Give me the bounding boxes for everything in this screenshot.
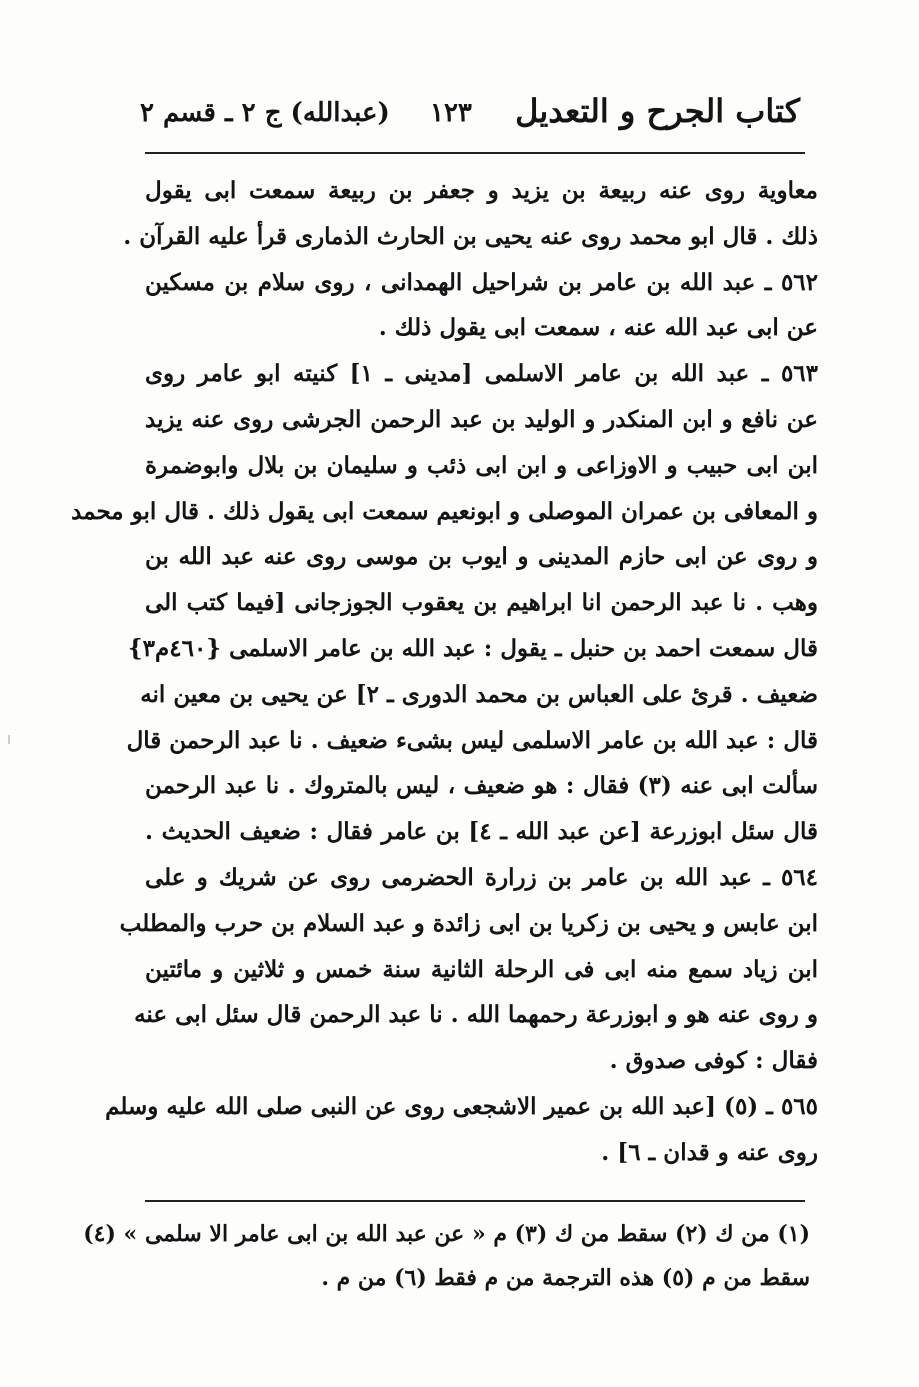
text-line: سألت ابى عنه (٣) فقال : هو ضعيف ، ليس بالمتروك . نا عبد الرحمن — [145, 772, 818, 800]
text-line: قال سمعت احمد بن حنبل ـ يقول : عبد الله بن عامر الاسلمى {٤٦٠م٣} — [127, 634, 818, 662]
footnote-rule — [145, 1200, 805, 1202]
header-rule — [145, 152, 805, 154]
scan-speck — [8, 735, 10, 744]
book-title: كتاب الجرح و التعديل — [515, 92, 800, 130]
text-line: ابن عابس و يحيى بن زكريا بن ابى زائدة و عبد السلام بن حرب والمطلب — [119, 909, 818, 937]
text-line: و روى عن ابى حازم المدينى و ايوب بن موسى روى عنه عبد الله بن — [145, 543, 818, 571]
section-label: (عبدالله) ج ٢ ـ قسم ٢ — [140, 98, 390, 128]
text-line: و المعافى بن عمران الموصلى و ابونعيم سمعت ابى يقول ذلك . قال ابو محمد — [71, 497, 818, 525]
footnote-line: سقط من م (٥) هذه الترجمة من م فقط (٦) من م . — [321, 1265, 810, 1291]
text-line: قال : عبد الله بن عامر الاسلمى ليس بشىء ضعيف . نا عبد الرحمن قال — [126, 726, 818, 754]
main-text — [71, 168, 818, 1176]
footnotes — [83, 1212, 810, 1300]
running-header — [140, 92, 800, 152]
text-line: فقال : كوفى صدوق . — [609, 1047, 818, 1075]
entry-565-heading: ٥٦٥ ـ (٥) [عبد الله بن عمير الاشجعى روى عن النبى صلى الله عليه وسلم — [105, 1092, 818, 1120]
text-line: روى عنه و قدان ـ ٦] . — [601, 1138, 818, 1166]
text-line: ابن زياد سمع منه ابى فى الرحلة الثانية سنة خمس و ثلاثين و مائتين — [145, 955, 818, 983]
text-line: ابن ابى حبيب و الاوزاعى و ابن ابى ذئب و سليمان بن بلال وابوضمرة — [145, 451, 818, 479]
text-line: وهب . نا عبد الرحمن انا ابراهيم بن يعقوب الجوزجانى [فيما كتب الى — [145, 589, 818, 617]
text-line: و روى عنه هو و ابوزرعة رحمهما الله . نا عبد الرحمن قال سئل ابى عنه — [134, 1001, 818, 1029]
entry-564-heading: ٥٦٤ ـ عبد الله بن عامر بن زرارة الحضرمى روى عن شريك و على — [145, 863, 818, 891]
page-number: ١٢٣ — [430, 98, 472, 128]
text-line: ضعيف . قرئ على العباس بن محمد الدورى ـ ٢] عن يحيى بن معين انه — [140, 680, 818, 708]
text-line: عن ابى عبد الله عنه ، سمعت ابى يقول ذلك . — [378, 314, 818, 342]
text-line: ذلك . قال ابو محمد روى عنه يحيى بن الحارث الذمارى قرأ عليه القرآن . — [123, 222, 818, 250]
entry-562-heading: ٥٦٢ ـ عبد الله بن عامر بن شراحيل الهمدانى ، روى سلام بن مسكين — [145, 268, 818, 296]
text-line: معاوية روى عنه ربيعة بن يزيد و جعفر بن ربيعة سمعت ابى يقول — [145, 177, 818, 204]
text-line: عن نافع و ابن المنكدر و الوليد بن عبد الرحمن الجرشى روى عنه يزيد — [145, 405, 818, 433]
footnote-line: (١) من ك (٢) سقط من ك (٣) م « عن عبد الله بن ابى عامر الا سلمى » (٤) — [83, 1221, 810, 1247]
text-line: قال سئل ابوزرعة [عن عبد الله ـ ٤] بن عامر فقال : ضعيف الحديث . — [145, 818, 818, 846]
entry-563-heading: ٥٦٣ ـ عبد الله بن عامر الاسلمى [مدينى ـ ١] كنيته ابو عامر روى — [145, 360, 818, 388]
